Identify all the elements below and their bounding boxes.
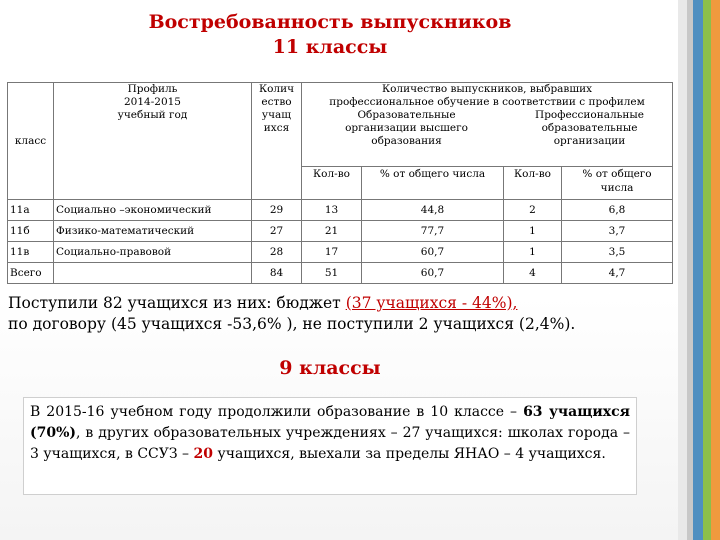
header-student-count: Колич ество учащ ихся	[252, 83, 302, 200]
cell-higher-qty: 21	[302, 221, 362, 242]
cell-profile: Социально –экономический	[54, 200, 252, 221]
subheader-higher-qty: Кол-во	[302, 167, 362, 200]
header-graduates-group: Количество выпускников, выбравших профессиональное обучение в соответствии с профилем Образовательные организации высшего образования Профессиональные образовательные организации	[302, 83, 673, 167]
subheader-prof-qty: Кол-во	[504, 167, 562, 200]
table-row	[8, 221, 673, 242]
cell-profile: Физико-математический	[54, 221, 252, 242]
slide-subtitle-11-classes: 11 классы	[272, 36, 388, 58]
budget-highlight: (37 учащихся - 44%),	[345, 294, 518, 312]
cell-count: 84	[252, 263, 302, 284]
stripe-green	[703, 0, 711, 540]
cell-prof-pct: 3,5	[562, 242, 673, 263]
cell-prof-pct: 6,8	[562, 200, 673, 221]
cell-higher-qty: 51	[302, 263, 362, 284]
cell-profile	[54, 263, 252, 284]
header-higher-education: Образовательные организации высшего образования	[345, 109, 468, 147]
subheader-prof-pct: % от общего числа	[562, 167, 673, 200]
header-class: класс	[8, 83, 54, 200]
cell-prof-pct: 4,7	[562, 263, 673, 284]
cell-higher-qty: 17	[302, 242, 362, 263]
cell-profile: Социально-правовой	[54, 242, 252, 263]
cell-prof-qty: 1	[504, 242, 562, 263]
cell-count: 27	[252, 221, 302, 242]
cell-class: 11б	[8, 221, 54, 242]
table-row	[8, 242, 673, 263]
cell-prof-qty: 1	[504, 221, 562, 242]
table-row	[8, 200, 673, 221]
stripe-light-gray	[678, 0, 687, 540]
grade9-summary-box: В 2015-16 учебном году продолжили образование в 10 классе – 63 учащихся (70%), в других образовательных учреждениях – 27 учащихся: школах города – 3 учащихся, в ССУЗ – 20 учащихся, выехали за пределы ЯНАО – 4 учащихся.	[23, 397, 637, 495]
header-profile: Профиль 2014-2015 учебный год	[54, 83, 252, 200]
table-total-row	[8, 263, 673, 284]
header-professional-education: Профессиональные образовательные организации	[535, 109, 644, 147]
cell-prof-pct: 3,7	[562, 221, 673, 242]
cell-higher-pct: 77,7	[362, 221, 504, 242]
cell-higher-pct: 60,7	[362, 263, 504, 284]
cell-count: 28	[252, 242, 302, 263]
graduates-table	[7, 82, 673, 284]
stripe-blue	[693, 0, 703, 540]
grade10-count-highlight: 63 учащихся (70%)	[30, 404, 630, 441]
cell-count: 29	[252, 200, 302, 221]
cell-class: 11а	[8, 200, 54, 221]
slide-title: Востребованность выпускников	[148, 11, 512, 33]
admission-summary-paragraph: Поступили 82 учащихся из них: бюджет (37 учащихся - 44%), по договору (45 учащихся -53,6% ), не поступили 2 учащихся (2,4%).	[8, 294, 576, 333]
decorative-side-stripes	[678, 0, 720, 540]
table-header-row	[8, 83, 673, 167]
cell-higher-pct: 60,7	[362, 242, 504, 263]
cell-class: Всего	[8, 263, 54, 284]
stripe-orange	[711, 0, 720, 540]
subheader-higher-pct: % от общего числа	[362, 167, 504, 200]
cell-prof-qty: 2	[504, 200, 562, 221]
cell-higher-pct: 44,8	[362, 200, 504, 221]
subtitle-9-classes: 9 классы	[279, 357, 381, 379]
cell-higher-qty: 13	[302, 200, 362, 221]
cell-class: 11в	[8, 242, 54, 263]
cell-prof-qty: 4	[504, 263, 562, 284]
ssuz-count-highlight: 20	[193, 446, 213, 462]
